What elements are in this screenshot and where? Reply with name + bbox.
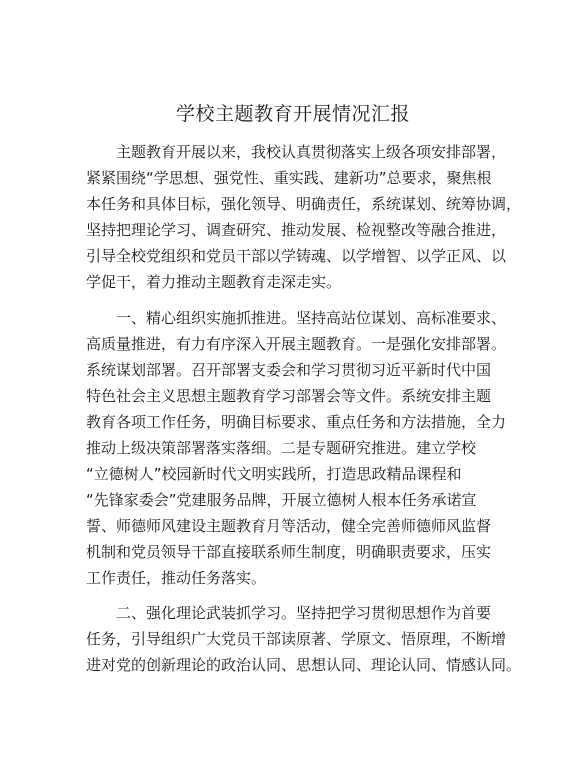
paragraph-line: 一、精心组织实施抓推进。坚持高站位谋划、高标准要求、 — [86, 309, 507, 327]
paragraph-line: 高质量推进，有力有序深入开展主题教育。一是强化安排部署。 — [86, 335, 507, 353]
paragraph-line: 学促干，着力推动主题教育走深走实。 — [86, 273, 342, 291]
paragraph-line: 二、强化理论武装抓学习。坚持把学习贯彻思想作为首要 — [86, 604, 492, 622]
paragraph-intro — [86, 139, 522, 295]
paragraph-line: 紧紧围绕“学思想、强党性、重实践、建新功”总要求，聚焦根 — [86, 169, 492, 187]
paragraph-line: 誓、师德师风建设主题教育月等活动，健全完善师德师风监督 — [86, 517, 492, 535]
paragraph-line: “立德树人”校园新时代文明实践所，打造思政精品课程和 — [86, 465, 462, 483]
paragraph-line: 主题教育开展以来，我校认真贯彻落实上级各项安排部署， — [86, 143, 507, 161]
paragraph-line: 系统谋划部署。召开部署支委会和学习贯彻习近平新时代中国 — [86, 361, 492, 379]
document-title: 学校主题教育开展情况汇报 — [175, 103, 410, 125]
paragraph-line: 任务，引导组织广大党员干部读原著、学原文、悟原理，不断增 — [86, 630, 507, 648]
paragraph-line: 本任务和具体目标，强化领导、明确责任，系统谋划、统筹协调， — [86, 195, 522, 213]
paragraph-section-2 — [86, 600, 522, 678]
paragraph-line: 工作责任，推动任务落实。 — [86, 569, 267, 587]
paragraph-line: 教育各项工作任务，明确目标要求、重点任务和方法措施，全力 — [86, 413, 507, 431]
paragraph-line: 坚持把理论学习、调查研究、推动发展、检视整改等融合推进， — [86, 221, 507, 239]
paragraph-line: 引导全校党组织和党员干部以学铸魂、以学增智、以学正风、以 — [86, 247, 507, 265]
paragraph-section-1 — [86, 305, 506, 591]
paragraph-line: 进对党的创新理论的政治认同、思想认同、理论认同、情感认同。 — [86, 656, 522, 674]
paragraph-line: 特色社会主义思想主题教育学习部署会等文件。系统安排主题 — [86, 387, 492, 405]
paragraph-line: 推动上级决策部署落实落细。二是专题研究推进。建立学校 — [86, 439, 477, 457]
paragraph-line: 机制和党员领导干部直接联系师生制度，明确职责要求，压实 — [86, 543, 492, 561]
paragraph-line: “先锋家委会”党建服务品牌，开展立德树人根本任务承诺宣 — [86, 491, 477, 509]
